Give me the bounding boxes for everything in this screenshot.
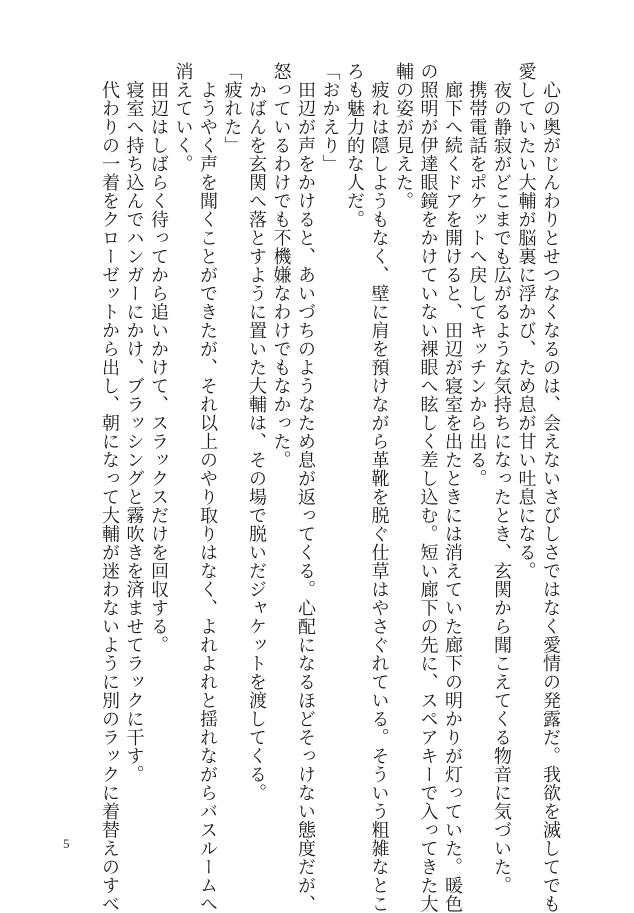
text-line: 田辺はしばらく待ってから追いかけて、スラックスだけを回収する。: [148, 62, 169, 654]
page-number: 5: [63, 836, 70, 851]
text-line: 代わりの一着をクローゼットから出し、朝になって大輔が迷わないように別のラックに着替えのすべ: [99, 62, 120, 913]
text-line: 消えていく。: [172, 62, 194, 173]
text-line: 廊下へ続くドアを開けると、田辺が寝室を出たときには消えていた廊下の明かりが灯っていた。暖色: [442, 62, 463, 913]
text-line: ようやく声を聞くことができたが、それ以上のやり取りはなく、よれよれと揺れながらバスルームへ: [197, 62, 218, 913]
text-line: 輔の姿が見えた。: [393, 62, 414, 210]
text-line: 疲れは隠しようもなく、壁に肩を預けながら革靴を脱ぐ仕草はやさぐれている。そういう粗雑なとこ: [368, 62, 390, 913]
text-line: 携帯電話をポケットへ戻してキッチンから出る。: [466, 62, 488, 488]
text-line: 怒っているわけでも不機嫌なわけでもなかった。: [270, 62, 292, 469]
text-line: 田辺が声をかけると、あいづちのようなため息が返ってくる。心配になるほどそっけない態度だが、: [295, 62, 316, 913]
text-line: 「疲れた」: [221, 62, 243, 155]
text-line: 「おかえり」: [319, 62, 341, 173]
text-line: 愛していたい大輔が脳裏に浮かび、ため息が甘い吐息になる。: [515, 62, 537, 580]
text-line: の照明が伊達眼鏡をかけていない裸眼へ眩しく差し込む。短い廊下の先に、スペアキーで入ってきた大: [417, 62, 439, 913]
vertical-text-body: [97, 62, 563, 913]
text-line: 心の奥がじんわりとせつなくなるのは、会えないさびしさではなく愛情の発露だ。我欲を滅してでも: [540, 62, 561, 913]
text-line: 寝室へ持ち込んでハンガーにかけ、ブラッシングと霧吹きを済ませてラックに干す。: [123, 62, 145, 784]
text-line: かばんを玄関へ落とすように置いた大輔は、その場で脱いだジャケットを渡してくる。: [246, 62, 267, 802]
text-line: 夜の静寂がどこまでも広がるような気持ちになったとき、玄関から聞こえてくる物音に気づいた。: [491, 62, 512, 895]
text-line: ろも魅力的な人だ。: [344, 62, 365, 229]
